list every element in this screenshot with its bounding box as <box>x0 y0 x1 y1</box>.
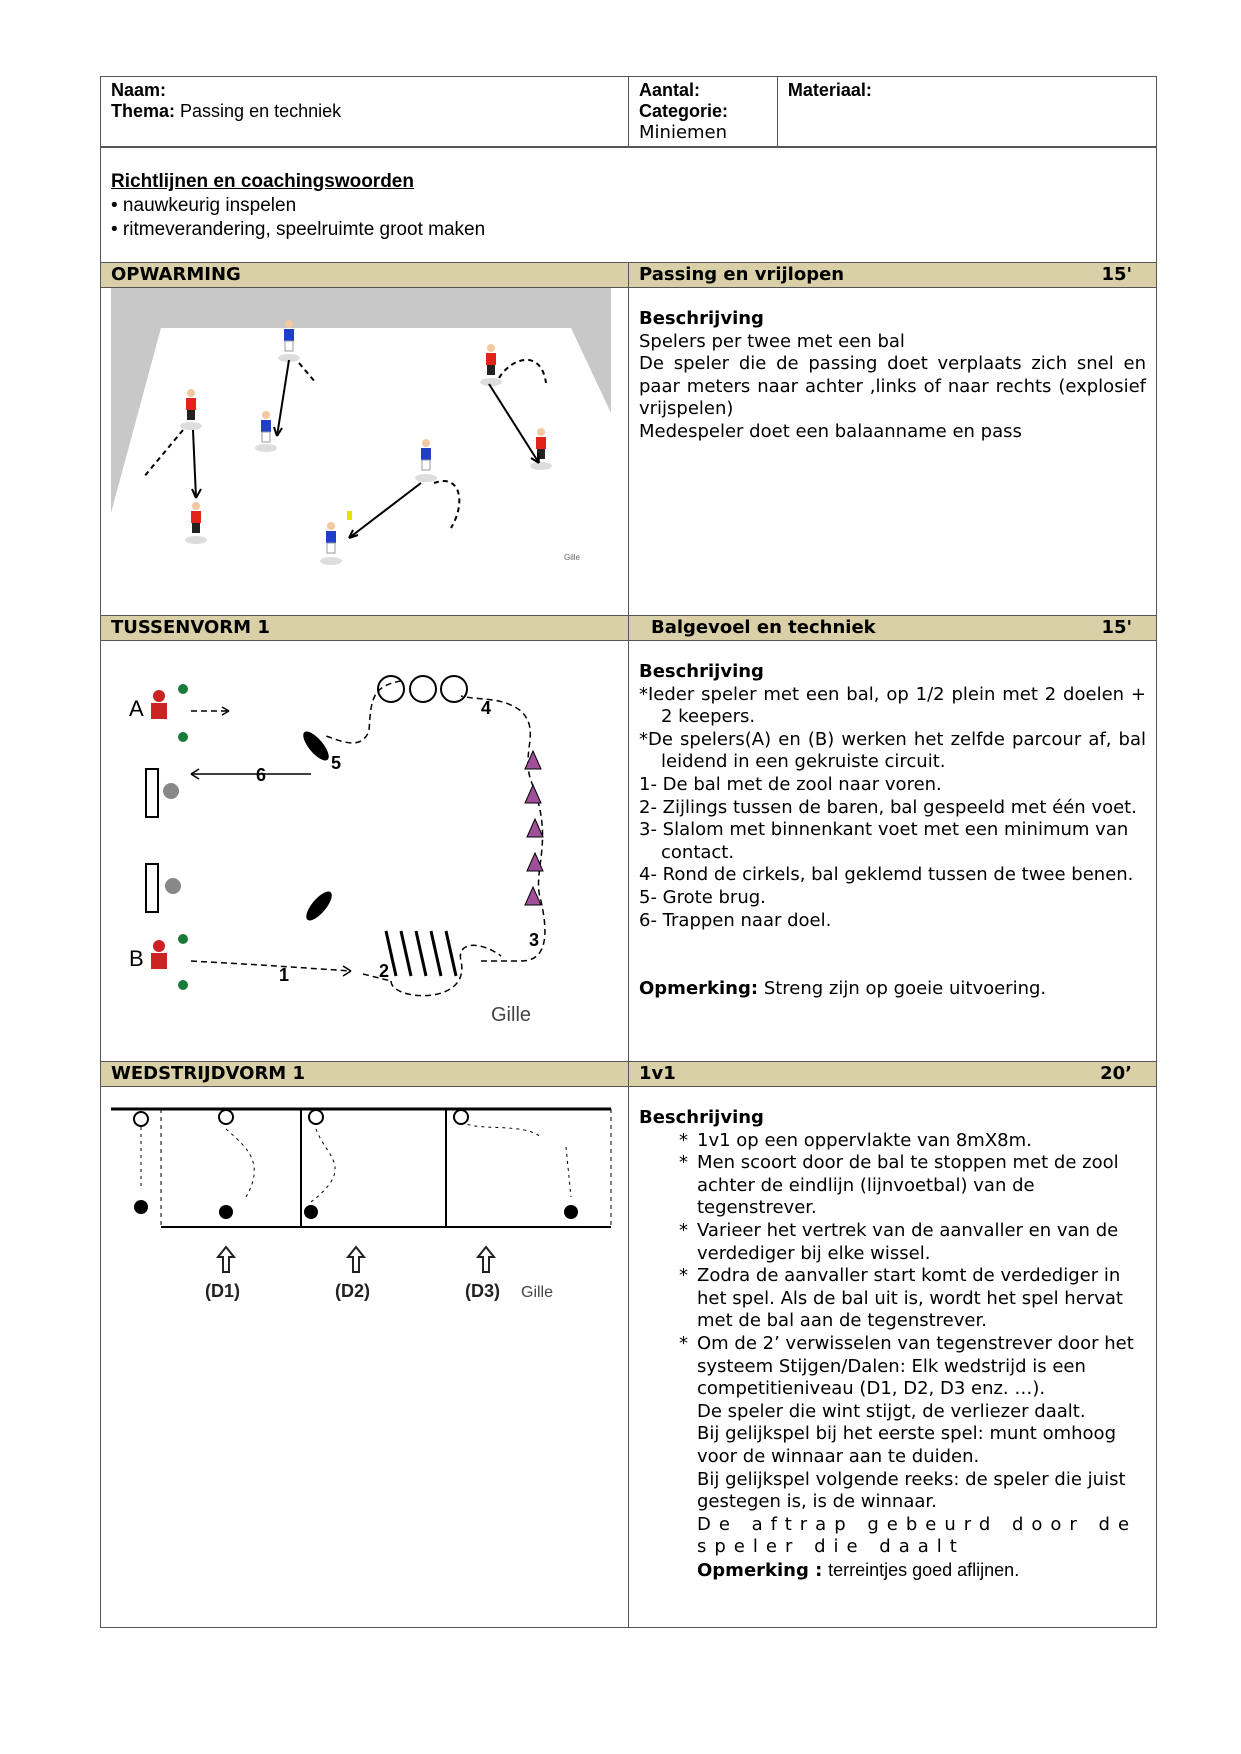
run-path <box>566 1147 571 1197</box>
desc-line: 1- De bal met de zool naar voren. <box>639 773 942 795</box>
bullet-item: * Varieer het vertrek van de aanvaller en van de verdediger bij elke wissel. <box>679 1219 1119 1264</box>
cone-icon <box>178 684 188 990</box>
wedstrijdvorm-diagram-cell <box>101 1087 629 1628</box>
player-blue <box>320 522 342 565</box>
run-path-1 <box>191 961 351 971</box>
player-blue <box>415 439 437 482</box>
guidelines-row <box>101 148 1157 263</box>
tussenvorm-band <box>101 616 1157 641</box>
bullet-item: * Zodra de aanvaller start komt de verdediger in het spel. Als de bal uit is, wordt het spel hervat met de bal aan de tegenstrever. <box>679 1265 1123 1332</box>
step-1: 1 <box>279 965 290 985</box>
opwarming-description <box>629 288 1157 616</box>
pass-arrow <box>192 430 201 498</box>
opwarming-diagram <box>101 288 629 610</box>
wedstrijdvorm-row <box>101 1087 1157 1628</box>
wedstrijdvorm-band-title: 1v1 <box>639 1063 676 1084</box>
materiaal-cell <box>777 77 1156 147</box>
bullet-item: * 1v1 op een oppervlakte van 8mX8m. <box>679 1129 1032 1151</box>
bullet-item: * Men scoort door de bal te stoppen met de zool achter de eindlijn (lijnvoetbal) van de tegenstrever. <box>679 1152 1119 1219</box>
player-red <box>530 428 552 470</box>
desc-line: 4- Rond de cirkels, bal geklemd tussen de twee benen. <box>639 864 1134 886</box>
run-arrow <box>299 363 316 383</box>
diagram-credit: Gille <box>491 1004 532 1026</box>
tussenvorm-row <box>101 641 1157 1062</box>
run-arrow <box>499 360 546 383</box>
training-sheet <box>100 76 1157 1628</box>
desc-line: 3- Slalom met binnenkant voet met een minimum van contact. <box>639 819 1129 863</box>
label-d2: (D2) <box>335 1281 370 1301</box>
circles-path <box>326 681 401 743</box>
desc-title: Beschrijving <box>639 308 764 329</box>
player-red <box>180 389 202 430</box>
label-d1: (D1) <box>205 1281 240 1301</box>
header-row <box>101 77 1157 147</box>
categorie-value: Miniemen <box>639 122 728 143</box>
desc-line: De speler die de passing doet verplaats zich snel en paar meters naar achter ,links of naar rechts (explosief vrijspelen) <box>639 353 1146 420</box>
remark-label: Opmerking : <box>697 1559 823 1581</box>
guideline-item: • nauwkeurig inspelen <box>111 195 297 216</box>
slalom-cone-icon <box>525 751 543 905</box>
opwarming-band-title: Passing en vrijlopen <box>639 264 845 285</box>
step-3: 3 <box>529 930 540 950</box>
bullet-item: * Om de 2’ verwisselen van tegenstrever door het systeem Stijgen/Dalen: Elk wedstrijd is een competitieniveau (D1, D2, D3 enz. …). <box>679 1332 1134 1400</box>
aantal-label: Aantal: <box>639 80 701 100</box>
thema-value: Passing en techniek <box>180 101 342 121</box>
remark-text: Streng zijn op goeie uitvoering. <box>763 978 1047 1000</box>
opwarming-band <box>101 263 1157 288</box>
defender-icon <box>134 1200 578 1219</box>
extra-line: Bij gelijkspel bij het eerste spel: munt omhoog voor de winnaar aan te duiden. <box>697 1423 1116 1467</box>
wedstrijdvorm-band <box>101 1062 1157 1087</box>
tussenvorm-diagram <box>101 641 629 1056</box>
bars-path <box>391 945 501 995</box>
wedstrijdvorm-description <box>629 1087 1157 1628</box>
desc-line: *Ieder speler met een bal, op 1/2 plein met 2 doelen + 2 keepers. <box>639 683 1146 728</box>
desc-line: *De spelers(A) en (B) werken het zelfde parcour af, bal leidend in een gekruiste circuit. <box>639 728 1146 773</box>
label-d3: (D3) <box>465 1281 500 1301</box>
tussenvorm-band-label: TUSSENVORM 1 <box>101 616 629 641</box>
wedstrijdvorm-band-label: WEDSTRIJDVORM 1 <box>101 1062 629 1087</box>
hoop-icon <box>378 676 467 702</box>
wedstrijdvorm-diagram <box>101 1087 629 1327</box>
desc-line: Spelers per twee met een bal <box>639 330 905 352</box>
naam-label: Naam: <box>111 80 167 100</box>
tussenvorm-band-time: 15' <box>1101 617 1132 638</box>
diagram-credit: Gille <box>521 1284 554 1301</box>
extra-line: Bij gelijkspel volgende reeks: de speler die juist gestegen is, is de winnaar. <box>697 1468 1126 1513</box>
run-path <box>461 1122 541 1137</box>
step-4: 4 <box>481 698 492 718</box>
extra-line: De speler die wint stijgt, de verliezer daalt. <box>697 1400 1086 1422</box>
materiaal-label: Materiaal: <box>787 80 872 100</box>
player-b <box>151 940 167 969</box>
tussenvorm-diagram-cell <box>101 641 629 1062</box>
player-red <box>480 344 502 386</box>
pass-arrow <box>489 384 539 463</box>
cone-icon <box>347 511 352 520</box>
step-6: 6 <box>256 765 267 785</box>
pass-arrow <box>349 483 421 538</box>
desc-line: Medespeler doet een balaanname en pass <box>639 420 1022 442</box>
desc-title: Beschrijving <box>639 661 764 682</box>
naam-cell <box>101 77 629 147</box>
kickoff-line: De aftrap gebeurd door de speler die daalt <box>697 1513 1138 1558</box>
step-2: 2 <box>379 961 390 981</box>
remark-text: terreintjes goed aflijnen. <box>828 1559 1020 1580</box>
opwarming-diagram-cell <box>101 288 629 616</box>
thema-label: Thema: <box>111 101 176 121</box>
remark-label: Opmerking: <box>639 978 759 1000</box>
desc-line: 5- Grote brug. <box>639 886 766 908</box>
opwarming-band-label: OPWARMING <box>101 263 629 288</box>
run-arrow <box>434 481 459 528</box>
desc-title: Beschrijving <box>639 1107 764 1128</box>
guideline-item: • ritmeverandering, speelruimte groot maken <box>111 219 486 240</box>
aantal-cell <box>629 77 778 147</box>
run-path <box>226 1129 254 1197</box>
label-b: B <box>129 946 144 971</box>
player-red <box>185 502 207 544</box>
tussenvorm-description <box>629 641 1157 1062</box>
opwarming-band-time: 15' <box>1101 264 1132 285</box>
label-a: A <box>129 696 144 721</box>
step-5: 5 <box>331 753 342 773</box>
player-a <box>151 690 167 719</box>
run-path <box>311 1129 335 1202</box>
keeper-icon <box>163 783 181 894</box>
run-arrow <box>143 430 183 478</box>
diagram-credit: Gille <box>564 553 581 562</box>
categorie-label: Categorie: <box>639 101 729 121</box>
desc-line: 2- Zijlings tussen de baren, bal gespeeld met één voet. <box>639 796 1137 818</box>
desc-line: 6- Trappen naar doel. <box>639 909 832 931</box>
tussenvorm-band-title: Balgevoel en techniek <box>651 617 876 638</box>
goal-icon <box>146 769 158 912</box>
guidelines-title: Richtlijnen en coachingswoorden <box>111 171 414 192</box>
bars-icon <box>386 931 456 976</box>
player-blue <box>255 411 277 452</box>
wedstrijdvorm-band-time: 20’ <box>1100 1063 1132 1084</box>
arrow-up-icon <box>218 1247 494 1272</box>
opwarming-row <box>101 288 1157 616</box>
pass-arrow <box>277 360 289 436</box>
